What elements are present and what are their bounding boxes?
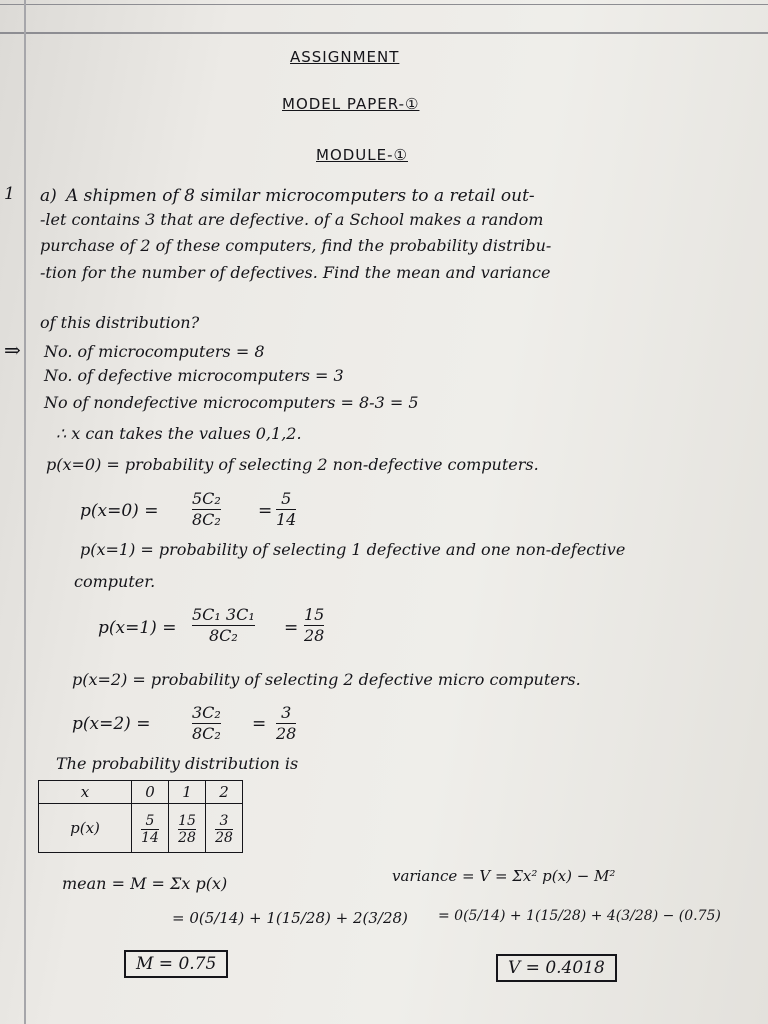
cell-denominator: 14 bbox=[141, 829, 159, 846]
p2-fraction bbox=[192, 704, 221, 743]
arrow-icon: ⇒ bbox=[4, 338, 21, 362]
distribution-table bbox=[38, 780, 243, 853]
p1-value-numerator: 15 bbox=[304, 605, 325, 624]
question-line: A shipmen of 8 similar microcomputers to a retail out- bbox=[66, 186, 535, 206]
mean-result: M = 0.75 bbox=[124, 950, 228, 978]
table-cell: 2 bbox=[206, 781, 243, 804]
table-row bbox=[39, 781, 243, 804]
p1-value-denominator: 28 bbox=[304, 626, 325, 645]
question-number: 1 bbox=[4, 184, 15, 204]
mean-expansion: = 0(5/14) + 1(15/28) + 2(3/28) bbox=[172, 909, 408, 927]
question-line: of this distribution? bbox=[40, 313, 200, 332]
table-cell: 1 bbox=[169, 781, 206, 804]
given-line: No. of microcomputers = 8 bbox=[44, 342, 265, 361]
p2-description: p(x=2) = probability of selecting 2 defective micro computers. bbox=[72, 670, 581, 689]
p0-value bbox=[276, 490, 296, 529]
p1-value bbox=[304, 606, 324, 645]
distribution-heading: The probability distribution is bbox=[56, 754, 299, 773]
page-subtitle: MODEL PAPER-① bbox=[282, 95, 420, 113]
table-cell bbox=[206, 804, 243, 853]
table-cell bbox=[169, 804, 206, 853]
p1-denominator: 8C₂ bbox=[208, 626, 238, 645]
p2-value-numerator: 3 bbox=[281, 703, 292, 722]
given-line: ∴ x can takes the values 0,1,2. bbox=[56, 424, 302, 443]
table-cell: 0 bbox=[132, 781, 169, 804]
question-part: a) bbox=[40, 186, 57, 206]
given-line: No of nondefective microcomputers = 8-3 = 5 bbox=[44, 393, 419, 412]
cell-denominator: 28 bbox=[178, 829, 196, 846]
equals-sign: = bbox=[252, 714, 267, 734]
module-heading: MODULE-① bbox=[316, 146, 408, 164]
cell-numerator: 15 bbox=[178, 812, 196, 829]
p0-lhs: p(x=0) = bbox=[80, 501, 159, 521]
page-title: ASSIGNMENT bbox=[290, 48, 400, 66]
equals-sign: = bbox=[258, 501, 273, 521]
p1-description: p(x=1) = probability of selecting 1 defective and one non-defective bbox=[80, 540, 626, 559]
p0-description: p(x=0) = probability of selecting 2 non-defective computers. bbox=[46, 455, 539, 474]
table-row-label: p(x) bbox=[39, 804, 132, 853]
cell-numerator: 5 bbox=[145, 812, 155, 829]
cell-numerator: 3 bbox=[219, 812, 229, 829]
variance-result: V = 0.4018 bbox=[496, 954, 617, 982]
p2-numerator: 3C₂ bbox=[192, 703, 221, 722]
table-header-label: x bbox=[39, 781, 132, 804]
equals-sign: = bbox=[284, 618, 299, 638]
cell-denominator: 28 bbox=[215, 829, 233, 846]
p2-denominator: 8C₂ bbox=[192, 724, 221, 743]
given-line: No. of defective microcomputers = 3 bbox=[44, 366, 344, 385]
p1-description-cont: computer. bbox=[74, 572, 156, 591]
p0-denominator: 8C₂ bbox=[192, 510, 221, 529]
question-line: -let contains 3 that are defective. of a School makes a random bbox=[40, 210, 544, 229]
page-margin-line bbox=[24, 0, 26, 1024]
page-rule-line bbox=[0, 4, 768, 5]
table-cell bbox=[132, 804, 169, 853]
p2-value bbox=[276, 704, 296, 743]
question-line: -tion for the number of defectives. Find the mean and variance bbox=[40, 263, 551, 282]
p2-value-denominator: 28 bbox=[276, 724, 297, 743]
p0-numerator: 5C₂ bbox=[192, 489, 221, 508]
table-row bbox=[39, 804, 243, 853]
question-line: purchase of 2 of these computers, find the probability distribu- bbox=[40, 236, 552, 255]
variance-formula: variance = V = Σx² p(x) − M² bbox=[392, 867, 616, 885]
p0-value-numerator: 5 bbox=[281, 489, 292, 508]
p2-lhs: p(x=2) = bbox=[72, 714, 151, 734]
p1-lhs: p(x=1) = bbox=[98, 618, 177, 638]
p1-fraction bbox=[192, 606, 255, 645]
p1-numerator: 5C₁ 3C₁ bbox=[192, 605, 255, 624]
variance-expansion: = 0(5/14) + 1(15/28) + 4(3/28) − (0.75) bbox=[438, 908, 721, 924]
p0-value-denominator: 14 bbox=[276, 510, 297, 529]
page-rule-line bbox=[0, 32, 768, 34]
p0-fraction bbox=[192, 490, 221, 529]
mean-formula: mean = M = Σx p(x) bbox=[62, 874, 228, 893]
